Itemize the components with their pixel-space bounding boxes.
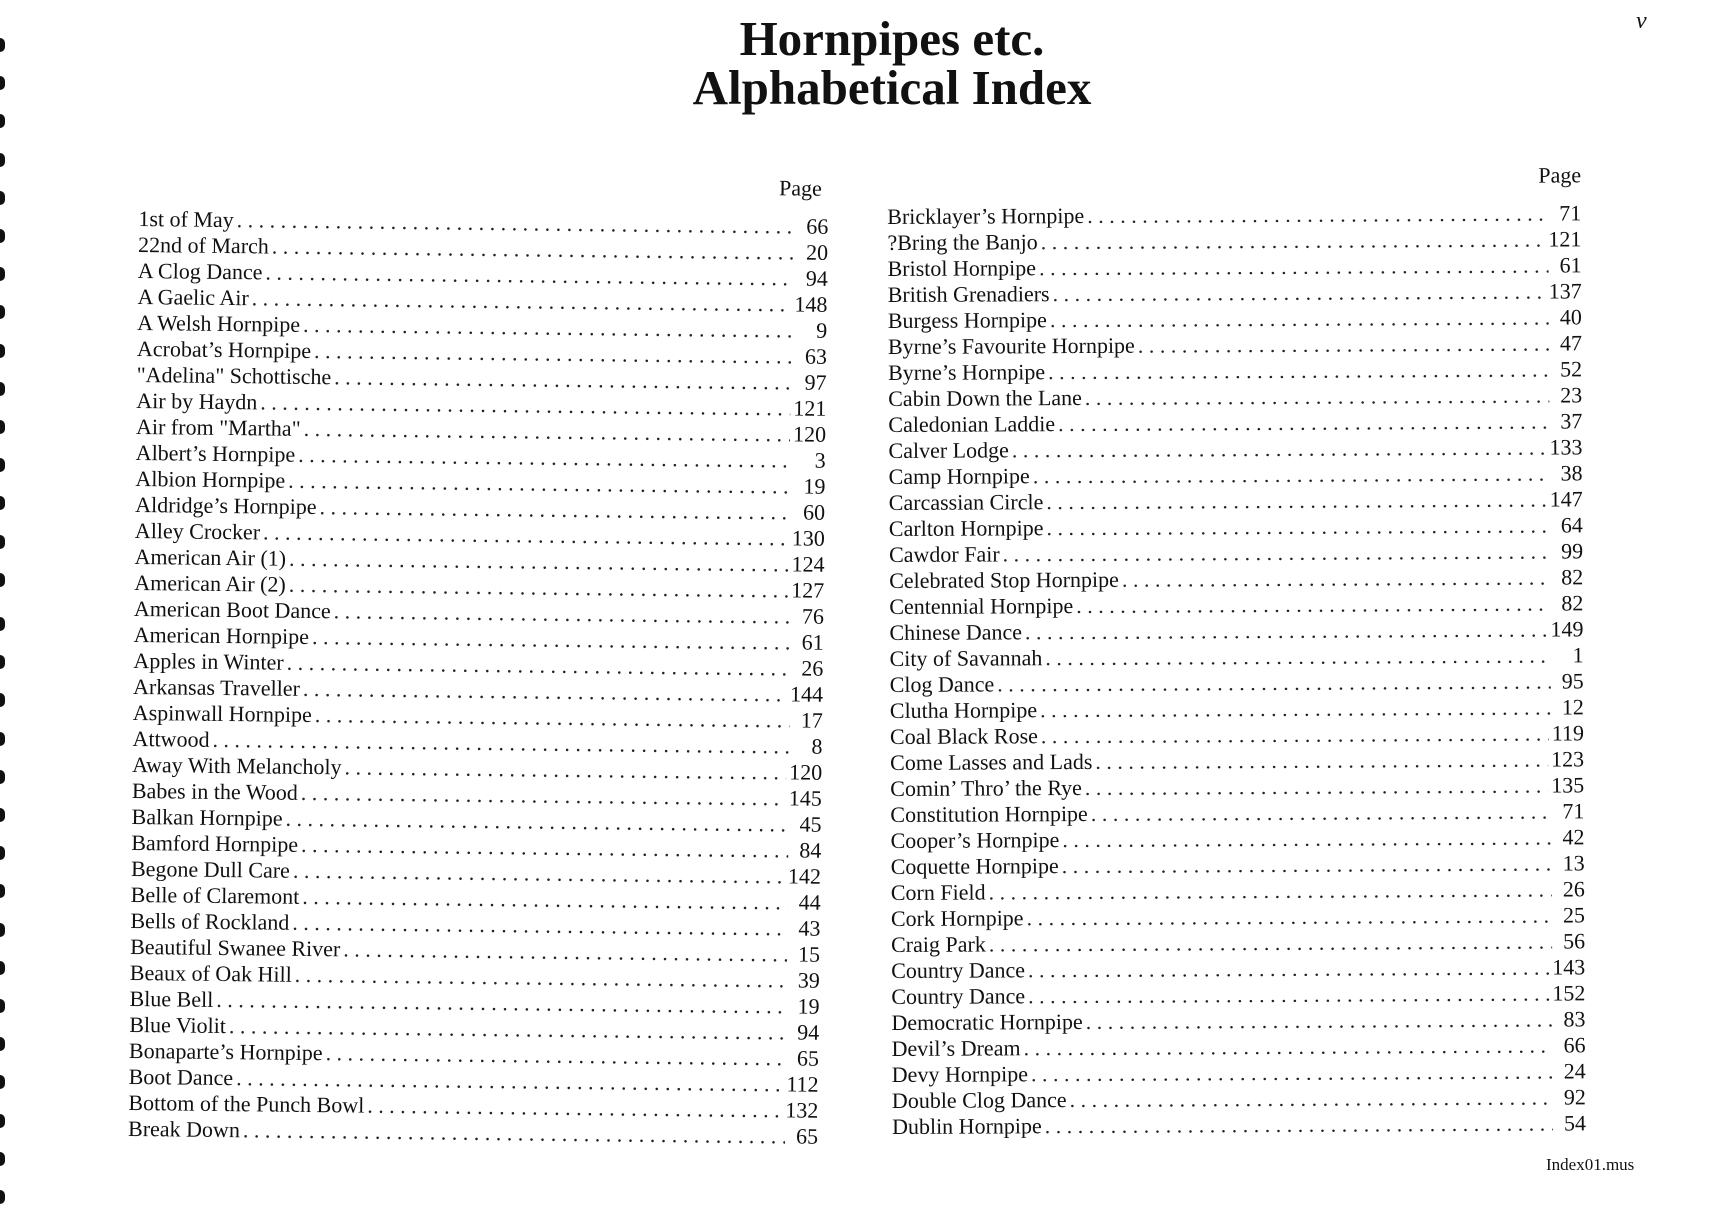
entry-title: Babes in the Wood: [131, 777, 298, 805]
index-entry: [891, 980, 1585, 1010]
entry-title: Begone Dull Care: [130, 855, 291, 883]
entry-page-number: 82: [1561, 564, 1584, 590]
binding-hole: [0, 1037, 5, 1051]
entry-title: Albion Hornpipe: [135, 465, 286, 493]
entry-title: Come Lasses and Lads: [890, 748, 1093, 775]
entry-page-number: 42: [1562, 824, 1585, 850]
entry-page-number: 1: [1572, 642, 1584, 668]
entry-title: Camp Hornpipe: [888, 463, 1030, 489]
index-entry: [890, 824, 1584, 854]
file-name-footer: Index01.mus: [1546, 1155, 1635, 1174]
dot-leader: [1085, 773, 1549, 801]
entry-page-number: 148: [794, 291, 828, 317]
index-entry: [889, 512, 1583, 542]
entry-page-number: 15: [797, 941, 821, 967]
entry-page-number: 13: [1562, 850, 1585, 876]
entry-title: American Air (2): [134, 569, 286, 597]
entry-page-number: 120: [789, 759, 823, 785]
index-entry: [888, 408, 1582, 438]
entry-page-number: 39: [797, 967, 820, 993]
entry-title: Calver Lodge: [888, 437, 1009, 463]
title-line-2: Alphabetical Index: [692, 60, 1092, 115]
index-entry: [892, 1058, 1586, 1088]
dot-leader: [1062, 851, 1552, 880]
entry-title: Away With Melancholy: [132, 751, 342, 780]
index-entry: [891, 876, 1585, 906]
entry-page-number: 65: [796, 1045, 820, 1071]
entry-page-number: 152: [1552, 980, 1586, 1006]
dot-leader: [1003, 539, 1551, 568]
dot-leader: [243, 1117, 785, 1149]
entry-title: Break Down: [127, 1115, 241, 1143]
index-entry: [887, 226, 1581, 256]
entry-title: A Gaelic Air: [137, 283, 249, 311]
index-entry: [890, 772, 1584, 802]
index-entry: [892, 1110, 1586, 1140]
entry-title: 1st of May: [138, 205, 234, 233]
entry-title: Balkan Hornpipe: [131, 803, 283, 831]
binding-hole: [0, 382, 5, 396]
index-entry: [888, 382, 1582, 412]
entry-title: Albert’s Hornpipe: [135, 439, 296, 467]
entry-page-number: 95: [1561, 668, 1584, 694]
entry-page-number: 135: [1551, 772, 1585, 798]
index-entry: [887, 200, 1581, 230]
dot-leader: [1028, 981, 1549, 1010]
entry-page-number: 71: [1559, 200, 1582, 226]
index-entry: [891, 850, 1585, 880]
entry-page-number: 56: [1563, 928, 1586, 954]
index-entry: [891, 954, 1585, 984]
entry-page-number: 45: [799, 811, 822, 837]
entry-page-number: 121: [793, 395, 827, 421]
dot-leader: [1048, 357, 1549, 386]
entry-page-number: 19: [797, 993, 820, 1019]
binding-hole: [0, 999, 5, 1013]
binding-hole: [0, 617, 5, 631]
entry-title: Byrne’s Hornpipe: [888, 359, 1046, 385]
dot-leader: [1026, 903, 1552, 932]
entry-page-number: 112: [786, 1071, 819, 1097]
index-entry: [889, 616, 1583, 646]
entry-page-number: 147: [1549, 486, 1583, 512]
dot-leader: [1062, 825, 1551, 854]
entry-page-number: 38: [1560, 460, 1583, 486]
entry-title: Bottom of the Punch Bowl: [128, 1089, 365, 1118]
binding-hole: [0, 655, 5, 669]
entry-page-number: 64: [1560, 512, 1583, 538]
entry-page-number: 94: [797, 1019, 820, 1045]
index-entry: [888, 434, 1582, 464]
entry-page-number: 144: [789, 681, 824, 707]
index-entry: [891, 928, 1585, 958]
binding-hole: [0, 961, 5, 975]
entry-page-number: 99: [1560, 538, 1584, 564]
entry-title: Centennial Hornpipe: [889, 593, 1074, 619]
entry-title: American Hornpipe: [133, 621, 310, 649]
entry-title: Aldridge’s Hornpipe: [135, 491, 317, 520]
binding-hole: [0, 846, 5, 860]
entry-page-number: 133: [1549, 434, 1583, 460]
entry-page-number: 94: [805, 265, 828, 291]
entry-page-number: 61: [801, 629, 824, 655]
entry-page-number: 63: [804, 343, 828, 369]
entry-title: A Welsh Hornpipe: [137, 309, 301, 337]
binding-hole: [0, 573, 5, 587]
entry-page-number: 25: [1562, 902, 1585, 928]
entry-title: Bristol Hornpipe: [887, 255, 1037, 281]
entry-page-number: 3: [814, 447, 826, 473]
entry-page-number: 40: [1559, 304, 1582, 330]
entry-title: Corn Field: [890, 879, 986, 905]
entry-page-number: 76: [801, 603, 825, 629]
entry-page-number: 119: [1551, 720, 1585, 746]
dot-leader: [1025, 617, 1548, 646]
entry-title: American Air (1): [134, 543, 287, 571]
entry-title: Boot Dance: [128, 1063, 234, 1091]
entry-title: Air from "Martha": [135, 413, 301, 441]
binding-hole: [0, 305, 5, 319]
dot-leader: [1076, 591, 1550, 619]
index-entry: [889, 564, 1583, 594]
binding-hole: [0, 496, 5, 510]
entry-title: Blue Bell: [129, 985, 214, 1012]
entry-page-number: 52: [1560, 356, 1583, 382]
binding-hole: [0, 1190, 5, 1204]
binding-holes: [0, 0, 14, 1206]
entry-page-number: 19: [803, 473, 826, 499]
index-entry: [889, 538, 1583, 568]
dot-leader: [1138, 331, 1549, 359]
entry-title: Burgess Hornpipe: [887, 307, 1047, 333]
dot-leader: [1033, 461, 1550, 490]
page-column-header: Page: [1538, 162, 1582, 188]
binding-hole: [0, 732, 5, 746]
index-entry: [888, 356, 1582, 386]
entry-title: City of Savannah: [889, 645, 1043, 671]
dot-leader: [988, 877, 1551, 906]
entry-page-number: 47: [1559, 330, 1583, 356]
entry-title: Double Clog Dance: [891, 1087, 1067, 1113]
binding-hole: [0, 267, 5, 281]
entry-title: Acrobat’s Hornpipe: [136, 335, 312, 363]
entry-title: Dublin Hornpipe: [891, 1113, 1042, 1139]
dot-leader: [1045, 1111, 1553, 1140]
dot-leader: [1095, 747, 1548, 775]
entry-page-number: 83: [1563, 1006, 1586, 1032]
entry-title: Bamford Hornpipe: [131, 829, 299, 857]
entry-page-number: 132: [785, 1097, 819, 1123]
entry-page-number: 97: [804, 369, 827, 395]
dot-leader: [1050, 305, 1549, 334]
index-entry: [888, 330, 1582, 360]
index-entry: [891, 902, 1585, 932]
entry-title: Comin’ Thro’ the Rye: [890, 774, 1082, 801]
entry-title: Devil’s Dream: [891, 1035, 1021, 1061]
entry-title: ?Bring the Banjo: [887, 229, 1038, 255]
binding-hole: [0, 1114, 5, 1128]
entry-page-number: 60: [802, 499, 826, 525]
entry-page-number: 124: [791, 551, 825, 577]
entry-title: Craig Park: [891, 931, 986, 957]
index-entry: [888, 278, 1582, 308]
entry-title: Carcassian Circle: [888, 489, 1044, 515]
entry-title: Beaux of Oak Hill: [129, 959, 292, 987]
binding-hole: [0, 693, 5, 707]
entry-title: Byrne’s Favourite Hornpipe: [887, 332, 1135, 359]
entry-page-number: 145: [788, 785, 823, 811]
index-entry: [890, 746, 1584, 776]
dot-leader: [1041, 721, 1549, 750]
binding-hole: [0, 458, 5, 472]
entry-page-number: 82: [1561, 590, 1584, 616]
entry-page-number: 123: [1551, 746, 1585, 772]
entry-page-number: 142: [787, 863, 822, 889]
entry-title: Cork Hornpipe: [890, 905, 1024, 931]
entry-title: Country Dance: [891, 957, 1026, 983]
entry-page-number: 127: [791, 577, 825, 603]
binding-hole: [0, 535, 5, 549]
entry-title: Chinese Dance: [889, 619, 1023, 645]
entry-title: Democratic Hornpipe: [891, 1008, 1083, 1035]
entry-page-number: 24: [1563, 1058, 1586, 1084]
dot-leader: [1122, 565, 1550, 593]
binding-hole: [0, 191, 5, 205]
entry-page-number: 92: [1563, 1084, 1586, 1110]
entry-page-number: 17: [800, 707, 823, 733]
entry-page-number: 66: [806, 213, 829, 239]
entry-title: American Boot Dance: [133, 595, 331, 624]
entry-title: Country Dance: [891, 983, 1026, 1009]
entry-title: British Grenadiers: [887, 281, 1050, 307]
dot-leader: [1070, 1085, 1553, 1114]
binding-hole: [0, 344, 5, 358]
dot-leader: [1087, 201, 1548, 229]
entry-title: Attwood: [132, 725, 210, 752]
dot-leader: [989, 929, 1552, 958]
index-entry: [889, 460, 1583, 490]
binding-hole: [0, 153, 5, 167]
entry-page-number: 43: [798, 915, 821, 941]
page-number: v: [1636, 8, 1647, 34]
binding-hole: [0, 420, 5, 434]
entry-title: Air by Haydn: [136, 387, 258, 415]
entry-title: Alley Crocker: [134, 517, 261, 545]
index-entry: [889, 590, 1583, 620]
dot-leader: [1086, 1007, 1553, 1035]
entry-page-number: 66: [1563, 1032, 1586, 1058]
entry-title: A Clog Dance: [137, 257, 263, 285]
entry-title: Cooper’s Hornpipe: [890, 827, 1060, 853]
entry-page-number: 44: [798, 889, 821, 915]
entry-page-number: 54: [1563, 1110, 1587, 1136]
dot-leader: [1041, 227, 1546, 256]
binding-hole: [0, 808, 5, 822]
entry-page-number: 26: [1562, 876, 1585, 902]
index-entry: [888, 304, 1582, 334]
dot-leader: [1012, 435, 1547, 464]
index-entry: [892, 1032, 1586, 1062]
entry-title: Aspinwall Hornpipe: [132, 699, 312, 727]
entry-page-number: 137: [1548, 278, 1582, 304]
entry-page-number: 23: [1560, 382, 1583, 408]
dot-leader: [997, 669, 1551, 698]
entry-title: Cawdor Fair: [888, 541, 1000, 567]
entry-title: Coal Black Rose: [889, 723, 1038, 749]
entry-title: Beautiful Swanee River: [130, 933, 341, 962]
entry-page-number: 121: [1548, 226, 1582, 252]
entry-title: Apples in Winter: [133, 647, 284, 675]
dot-leader: [1023, 1033, 1552, 1062]
binding-hole: [0, 923, 5, 937]
entry-title: Belle of Claremont: [130, 881, 300, 909]
index-entry: [891, 1006, 1585, 1036]
index-entry: [890, 668, 1584, 698]
entry-title: "Adelina" Schottische: [136, 361, 332, 390]
entry-page-number: 61: [1559, 252, 1582, 278]
dot-leader: [1046, 487, 1547, 516]
entry-page-number: 65: [795, 1123, 819, 1149]
binding-hole: [0, 1075, 5, 1089]
entry-title: Arkansas Traveller: [132, 673, 301, 701]
binding-hole: [0, 1152, 5, 1166]
index-entry: [890, 720, 1584, 750]
entry-title: Devy Hornpipe: [891, 1061, 1029, 1087]
entry-title: Blue Violit: [129, 1011, 227, 1039]
entry-page-number: 130: [791, 525, 825, 551]
entry-page-number: 37: [1560, 408, 1583, 434]
dot-leader: [1085, 383, 1549, 411]
index-column-left: [128, 168, 829, 1150]
dot-leader: [1091, 799, 1552, 827]
entry-page-number: 71: [1562, 798, 1585, 824]
entry-title: Celebrated Stop Hornpipe: [889, 566, 1119, 593]
title-line-1: Hornpipes etc.: [739, 11, 1045, 66]
page-column-header: Page: [778, 175, 822, 201]
entry-title: Clutha Hornpipe: [889, 697, 1038, 723]
binding-hole: [0, 114, 5, 128]
entry-title: Bells of Rockland: [130, 907, 290, 935]
dot-leader: [1058, 409, 1549, 438]
entry-title: Carlton Hornpipe: [888, 515, 1044, 541]
entry-page-number: 84: [799, 837, 822, 863]
entry-title: Constitution Hornpipe: [890, 800, 1088, 827]
binding-hole: [0, 229, 5, 243]
page-title: [0, 11, 1718, 115]
entry-page-number: 143: [1552, 954, 1586, 980]
dot-leader: [1046, 513, 1550, 542]
dot-leader: [1031, 1059, 1553, 1088]
binding-hole: [0, 884, 5, 898]
entry-title: Bonaparte’s Hornpipe: [128, 1037, 323, 1066]
entry-title: 22nd of March: [137, 231, 270, 259]
index-entry: [892, 1084, 1586, 1114]
index-entry: [890, 642, 1584, 672]
dot-leader: [1045, 643, 1550, 672]
entry-page-number: 9: [816, 317, 828, 343]
index-entry: [890, 694, 1584, 724]
binding-hole: [0, 770, 5, 784]
entry-page-number: 120: [792, 421, 827, 447]
entry-title: Clog Dance: [889, 671, 995, 697]
entry-title: Bricklayer’s Hornpipe: [887, 202, 1085, 229]
entry-title: Caledonian Laddie: [888, 411, 1056, 437]
entry-title: Cabin Down the Lane: [888, 384, 1082, 411]
dot-leader: [1040, 695, 1551, 724]
entry-page-number: 149: [1550, 616, 1584, 642]
entry-page-number: 8: [811, 733, 823, 759]
entry-page-number: 20: [805, 239, 829, 265]
index-entry: [890, 798, 1584, 828]
index-entry: [887, 252, 1581, 282]
dot-leader: [1039, 253, 1549, 282]
entry-page-number: 12: [1561, 694, 1584, 720]
entry-page-number: 26: [801, 655, 824, 681]
index-column-right: [887, 162, 1586, 1140]
entry-title: Coquette Hornpipe: [890, 853, 1059, 879]
dot-leader: [1028, 955, 1549, 984]
dot-leader: [1053, 279, 1546, 308]
index-entry: [889, 486, 1583, 516]
